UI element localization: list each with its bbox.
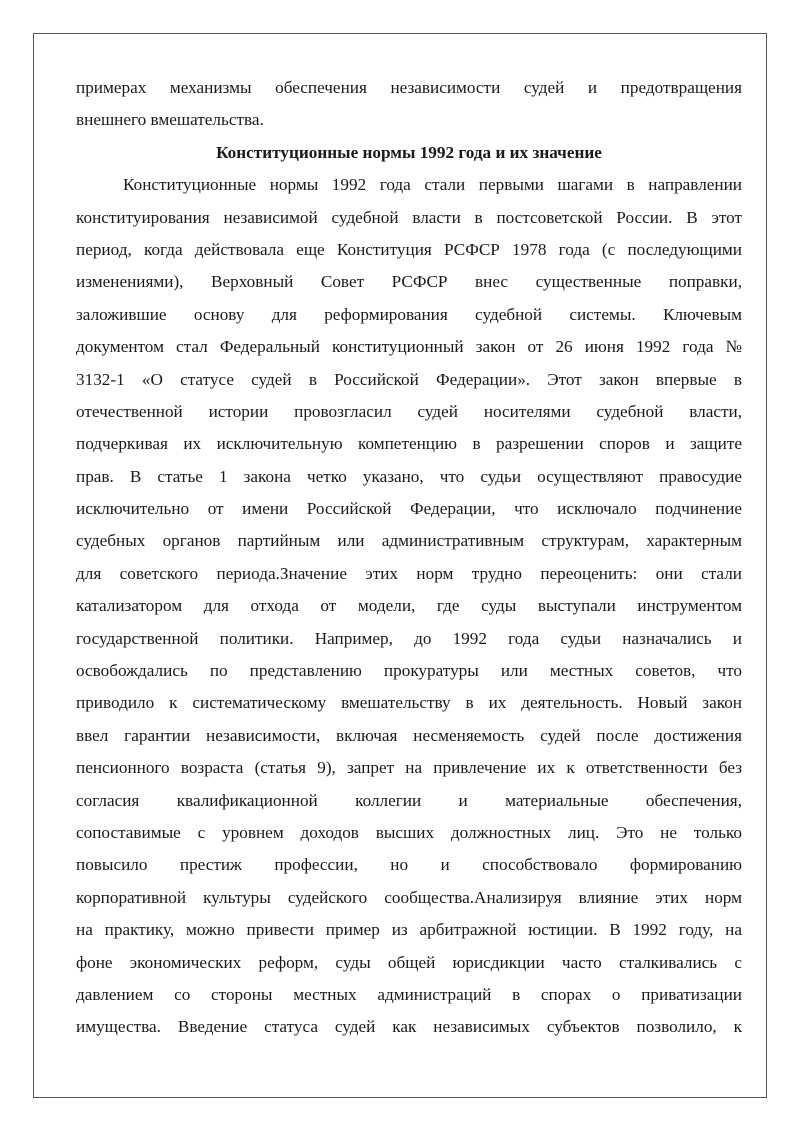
paragraph-main [76, 169, 742, 1044]
text-line: корпоративной культуры судейского сообщества.Анализируя влияние этих норм [76, 887, 742, 907]
text-line: на практику, можно привести пример из арбитражной юстиции. В 1992 году, на [76, 920, 742, 940]
text-line: приводило к систематическому вмешательству в их деятельность. Новый закон [76, 693, 742, 713]
text-line: государственной политики. Например, до 1992 года судьи назначались и [76, 628, 742, 648]
section-heading: Конституционные нормы 1992 года и их значение [216, 142, 602, 162]
text-line: освобождались по представлению прокуратуры или местных советов, что [76, 661, 742, 681]
text-line: подчеркивая их исключительную компетенцию в разрешении споров и защите [76, 434, 742, 454]
document-body [76, 72, 742, 1044]
text-line: примерах механизмы обеспечения независимости судей и предотвращения [76, 78, 742, 97]
text-line: согласия квалификационной коллегии и материальные обеспечения, [76, 790, 742, 810]
text-line: имущества. Введение статуса судей как независимых субъектов позволило, к [76, 1017, 742, 1037]
text-line: период, когда действовала еще Конституция РСФСР 1978 года (с последующими [76, 239, 742, 259]
text-line: ввел гарантии независимости, включая несменяемость судей после достижения [76, 725, 742, 745]
text-line: катализатором для отхода от модели, где суды выступали инструментом [76, 596, 742, 616]
text-line: пенсионного возраста (статья 9), запрет на привлечение их к ответственности без [76, 758, 742, 778]
text-line: отечественной истории провозгласил судей носителями судебной власти, [76, 401, 742, 421]
text-line: заложившие основу для реформирования судебной системы. Ключевым [76, 304, 742, 324]
text-line: документом стал Федеральный конституционный закон от 26 июня 1992 года № [76, 337, 742, 357]
text-line: 3132-1 «О статусе судей в Российской Федерации». Этот закон впервые в [76, 369, 742, 389]
text-line: конституирования независимой судебной власти в постсоветской России. В этот [76, 207, 742, 227]
text-line: фоне экономических реформ, суды общей юрисдикции часто сталкивались с [76, 952, 742, 972]
text-line: внешнего вмешательства. [76, 110, 264, 130]
text-line: повысило престиж профессии, но и способствовало формированию [76, 855, 742, 875]
text-line: изменениями), Верховный Совет РСФСР внес существенные поправки, [76, 272, 742, 292]
text-line: исключительно от имени Российской Федерации, что исключало подчинение [76, 499, 742, 519]
text-line: Конституционные нормы 1992 года стали первыми шагами в направлении [123, 175, 742, 195]
paragraph-continuation [76, 72, 742, 137]
text-line: для советского периода.Значение этих норм трудно переоценить: они стали [76, 563, 742, 583]
text-line: судебных органов партийным или административным структурам, характерным [76, 531, 742, 551]
text-line: давлением со стороны местных администраций в спорах о приватизации [76, 984, 742, 1004]
text-line: сопоставимые с уровнем доходов высших должностных лиц. Это не только [76, 822, 742, 842]
text-line: прав. В статье 1 закона четко указано, что судьи осуществляют правосудие [76, 466, 742, 486]
